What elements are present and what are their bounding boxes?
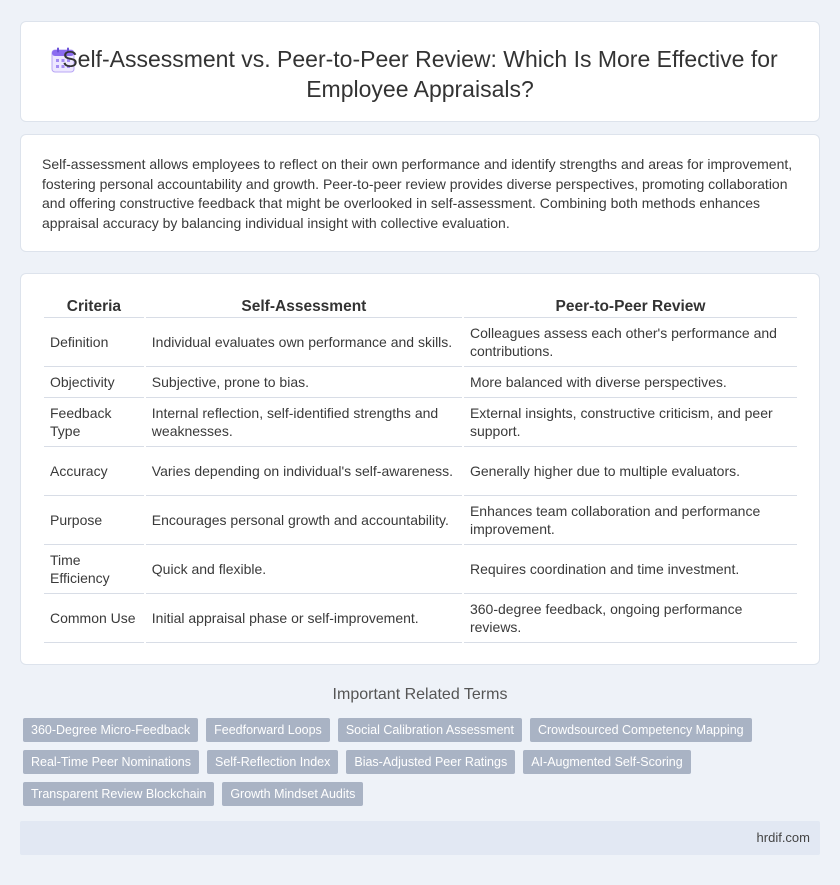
self-assessment-cell: Encourages personal growth and accountability. xyxy=(146,496,462,545)
table-row xyxy=(44,318,797,367)
peer-review-cell: External insights, constructive criticism, and peer support. xyxy=(464,398,797,447)
table-row xyxy=(44,367,797,398)
self-assessment-cell: Subjective, prone to bias. xyxy=(146,367,462,398)
table-row xyxy=(44,594,797,643)
summary-card xyxy=(20,134,820,252)
table-header-row xyxy=(44,296,797,318)
criteria-cell: Purpose xyxy=(44,496,144,545)
term-tag[interactable]: Feedforward Loops xyxy=(206,718,330,742)
peer-review-cell: Generally higher due to multiple evaluators. xyxy=(464,447,797,496)
criteria-cell: Accuracy xyxy=(44,447,144,496)
summary-text: Self-assessment allows employees to reflect on their own performance and identify strengths and areas for improvement, fostering personal accountability and growth. Peer-to-peer review provides diverse perspectives, promoting collaboration and offering constructive feedback that might be overlooked in self-assessment. Combining both methods enhances appraisal accuracy by balancing individual insight with collective evaluation. xyxy=(42,156,793,231)
table-row xyxy=(44,545,797,594)
comparison-card xyxy=(20,273,820,665)
self-assessment-cell: Initial appraisal phase or self-improvement. xyxy=(146,594,462,643)
peer-review-cell: More balanced with diverse perspectives. xyxy=(464,367,797,398)
header-peer-review: Peer-to-Peer Review xyxy=(464,296,797,318)
self-assessment-cell: Varies depending on individual's self-awareness. xyxy=(146,447,462,496)
self-assessment-cell: Individual evaluates own performance and skills. xyxy=(146,318,462,367)
comparison-table xyxy=(42,296,799,643)
criteria-cell: Common Use xyxy=(44,594,144,643)
table-row xyxy=(44,447,797,496)
header-card xyxy=(20,21,820,122)
peer-review-cell: Enhances team collaboration and performance improvement. xyxy=(464,496,797,545)
table-row xyxy=(44,398,797,447)
tag-row xyxy=(23,718,823,742)
term-tag[interactable]: 360-Degree Micro-Feedback xyxy=(23,718,198,742)
criteria-cell: Definition xyxy=(44,318,144,367)
term-tag[interactable]: Crowdsourced Competency Mapping xyxy=(530,718,752,742)
table-row xyxy=(44,496,797,545)
term-tag[interactable]: Real-Time Peer Nominations xyxy=(23,750,199,774)
header-self-assessment: Self-Assessment xyxy=(146,296,462,318)
term-tag[interactable]: Self-Reflection Index xyxy=(207,750,338,774)
term-tag[interactable]: Bias-Adjusted Peer Ratings xyxy=(346,750,515,774)
term-tag[interactable]: Social Calibration Assessment xyxy=(338,718,522,742)
header-criteria: Criteria xyxy=(44,296,144,318)
tag-row xyxy=(23,782,823,806)
criteria-cell: Feedback Type xyxy=(44,398,144,447)
self-assessment-cell: Internal reflection, self-identified strengths and weaknesses. xyxy=(146,398,462,447)
peer-review-cell: Requires coordination and time investment. xyxy=(464,545,797,594)
self-assessment-cell: Quick and flexible. xyxy=(146,545,462,594)
peer-review-cell: Colleagues assess each other's performance and contributions. xyxy=(464,318,797,367)
term-tag[interactable]: Transparent Review Blockchain xyxy=(23,782,214,806)
related-terms-list xyxy=(23,718,823,814)
criteria-cell: Objectivity xyxy=(44,367,144,398)
term-tag[interactable]: Growth Mindset Audits xyxy=(222,782,363,806)
tag-row xyxy=(23,750,823,774)
term-tag[interactable]: AI-Augmented Self-Scoring xyxy=(523,750,690,774)
criteria-cell: Time Efficiency xyxy=(44,545,144,594)
site-name[interactable]: hrdif.com xyxy=(756,830,810,845)
related-terms-heading: Important Related Terms xyxy=(332,686,508,703)
footer xyxy=(20,821,820,855)
peer-review-cell: 360-degree feedback, ongoing performance reviews. xyxy=(464,594,797,643)
page-title: Self-Assessment vs. Peer-to-Peer Review: Which Is More Effective for Employee Appraisals? xyxy=(62,46,778,102)
